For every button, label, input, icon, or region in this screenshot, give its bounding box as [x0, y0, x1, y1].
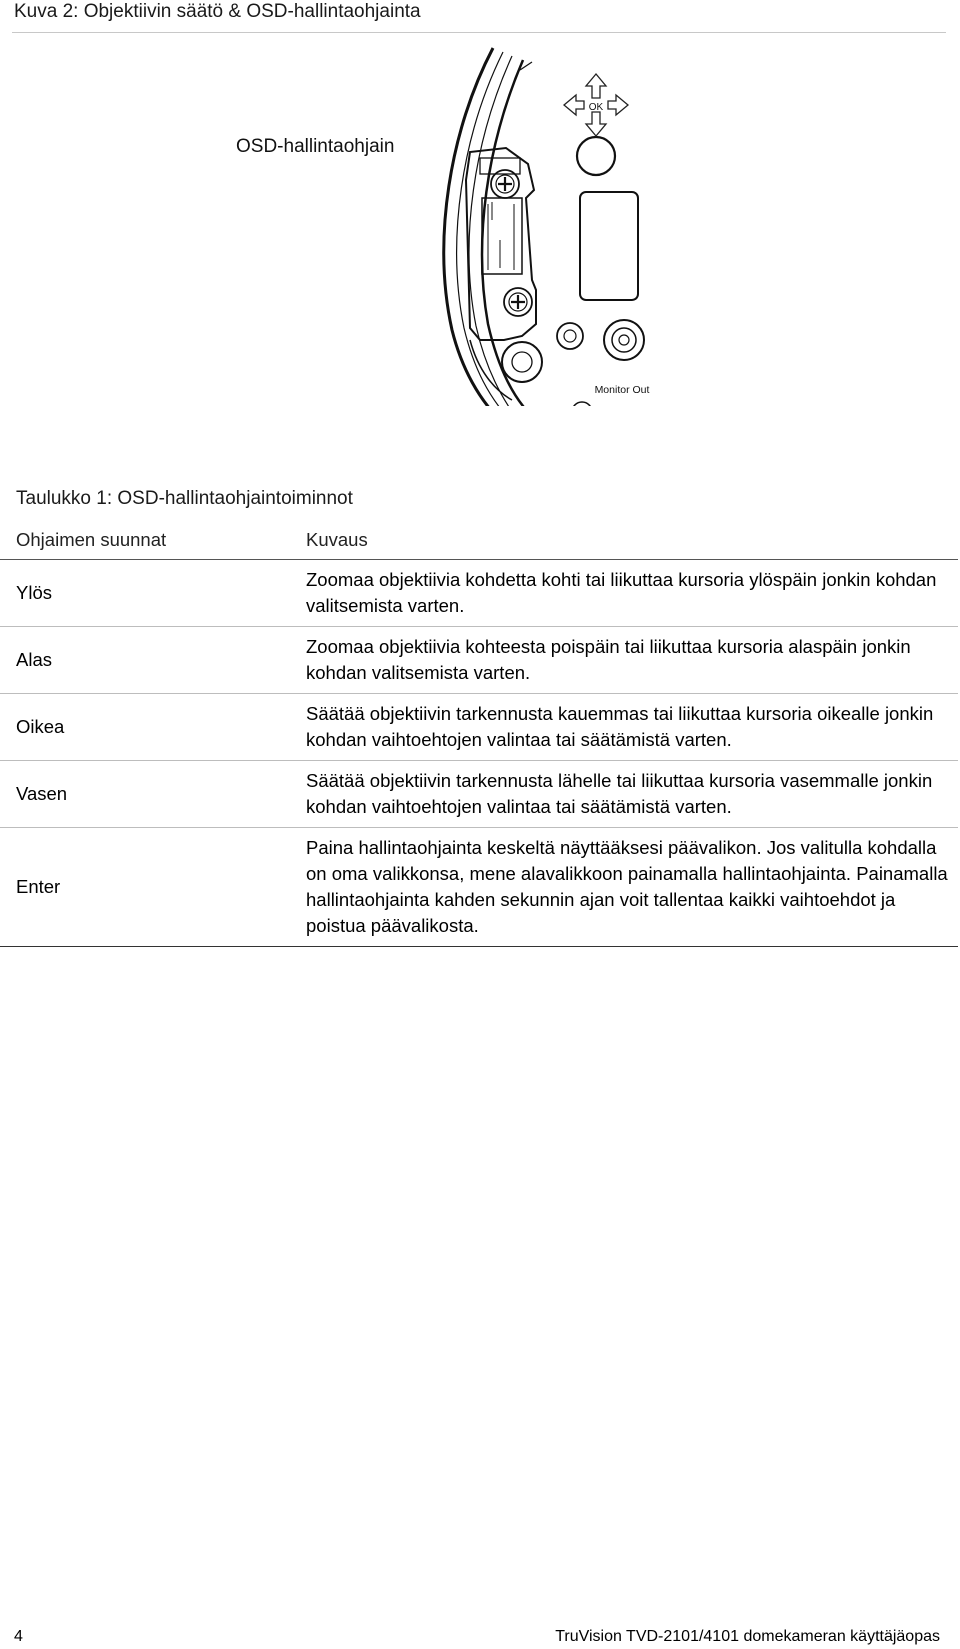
monitor-out-label: Monitor Out — [594, 384, 650, 396]
row-direction: Alas — [0, 627, 306, 694]
table-row — [0, 560, 958, 627]
osd-joystick-callout: OSD-hallintaohjain — [236, 136, 395, 157]
row-description: Säätää objektiivin tarkennusta kauemmas tai liikuttaa kursoria oikealle jonkin kohdan vaihtoehtojen valintaa tai säätämistä varten. — [306, 694, 958, 761]
row-description: Paina hallintaohjainta keskeltä näyttääksesi päävalikon. Jos valitulla kohdalla on oma valikkonsa, mene alavalikkoon painamalla hallintaohjainta. Painamalla hallintaohjainta kahden sekunnin ajan voit tallentaa kaikki vaihtoehdot ja poistua päävalikosta. — [306, 828, 958, 947]
table-row — [0, 627, 958, 694]
row-direction: Ylös — [0, 560, 306, 627]
header-direction: Ohjaimen suunnat — [0, 521, 306, 560]
table-row — [0, 828, 958, 947]
row-description: Säätää objektiivin tarkennusta lähelle tai liikuttaa kursoria vasemmalle jonkin kohdan vaihtoehtojen valintaa tai säätämistä varten. — [306, 761, 958, 828]
row-description: Zoomaa objektiivia kohteesta poispäin tai liikuttaa kursoria alaspäin jonkin kohdan valitsemista varten. — [306, 627, 958, 694]
row-direction: Vasen — [0, 761, 306, 828]
table-row — [0, 761, 958, 828]
page-number: 4 — [14, 1628, 23, 1645]
table-header-row — [0, 521, 958, 560]
row-direction: Oikea — [0, 694, 306, 761]
figure-caption: Kuva 2: Objektiivin säätö & OSD-hallintaohjainta — [14, 1, 421, 22]
ok-label: OK — [588, 102, 604, 113]
osd-functions-table — [0, 521, 958, 947]
table-row — [0, 694, 958, 761]
row-direction: Enter — [0, 828, 306, 947]
row-description: Zoomaa objektiivia kohdetta kohti tai liikuttaa kursoria ylöspäin jonkin kohdan valitsemista varten. — [306, 560, 958, 627]
header-description: Kuvaus — [306, 521, 958, 560]
document-title: TruVision TVD-2101/4101 domekameran käyttäjäopas — [555, 1628, 940, 1645]
caption-divider — [12, 32, 946, 33]
camera-lens-diagram — [0, 40, 960, 420]
table-caption: Taulukko 1: OSD-hallintaohjaintoiminnot — [16, 488, 353, 509]
